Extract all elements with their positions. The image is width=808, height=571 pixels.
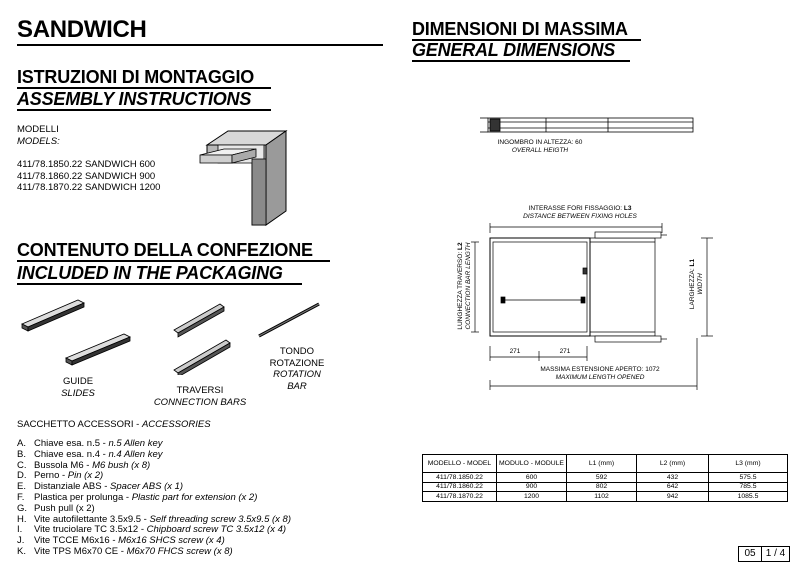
- table-row: 411/78.1860.22 900 802 642 785.5: [423, 482, 788, 492]
- l2-code: L2: [457, 242, 464, 250]
- l3-note: [505, 205, 655, 221]
- cabinet-illustration: [180, 125, 290, 230]
- rotation-bar-illustration: [255, 300, 325, 340]
- dimensions-rule-2: [412, 60, 630, 62]
- height-note-en: OVERALL HEIGTH: [511, 147, 569, 154]
- assembly-heading-en: ASSEMBLY INSTRUCTIONS: [17, 89, 252, 109]
- guide-label-it: GUIDE: [62, 376, 94, 387]
- list-item: H. Vite autofilettante 3.5x9.5 - Self threading screw 3.5x9.5 (x 8): [17, 513, 291, 525]
- list-item: C. Bussola M6 - M6 bush (x 8): [17, 459, 151, 471]
- traversi-label-en: CONNECTION BARS: [153, 396, 247, 408]
- model-item: 411/78.1850.22 SANDWICH 600: [17, 159, 156, 170]
- page-code: 05: [738, 546, 762, 562]
- list-item: B. Chiave esa. n.4 - n.4 Allen key: [17, 448, 163, 460]
- list-item: G. Push pull (x 2): [17, 502, 95, 514]
- models-label-it: MODELLI: [17, 124, 59, 135]
- col-header-l2: L2 (mm): [637, 455, 709, 473]
- list-item: J. Vite TCCE M6x16 - M6x16 SHCS screw (x 4): [17, 535, 225, 547]
- tondo-label-it-1: TONDO: [279, 346, 315, 357]
- packaging-rule-2: [17, 283, 302, 285]
- l3-note-it: INTERASSE FORI FISSAGGIO:: [528, 205, 624, 212]
- models-block: [17, 124, 160, 194]
- l1-code: L1: [689, 258, 696, 267]
- list-item: E. Distanziale ABS - Spacer ABS (x 1): [17, 481, 184, 493]
- accessories-heading: [17, 419, 211, 431]
- dim-271-a: 271: [509, 348, 521, 355]
- dimensions-heading-en: GENERAL DIMENSIONS: [412, 40, 616, 60]
- packaging-heading-en: INCLUDED IN THE PACKAGING: [17, 263, 283, 283]
- l3-note-en: DISTANCE BETWEEN FIXING HOLES: [523, 213, 637, 220]
- list-item: K. Vite TPS M6x70 CE - M6x70 FHCS screw (x 8): [17, 545, 233, 557]
- table-row: 411/78.1850.22 600 592 432 575.5: [423, 473, 788, 483]
- l2-note-en: CONNECTION BAR LENGTH: [465, 242, 472, 330]
- accessories-heading-it: SACCHETTO ACCESSORI -: [17, 419, 142, 430]
- tondo-label-en-2: BAR: [287, 380, 307, 392]
- list-item: A. Chiave esa. n.5 - n.5 Allen key: [17, 438, 163, 449]
- l1-note-en: WIDTH: [697, 273, 704, 295]
- l3-code: L3: [623, 205, 632, 212]
- height-note-it: INGOMBRO IN ALTEZZA: 60: [497, 139, 583, 146]
- connection-bars-illustration: [170, 300, 235, 375]
- list-item: F. Plastica per prolunga - Plastic part for extension (x 2): [17, 491, 258, 503]
- page-title: SANDWICH: [17, 16, 147, 43]
- l1-note-it: LARGHEZZA:: [689, 266, 696, 310]
- extension-note: [500, 366, 700, 382]
- model-item: 411/78.1870.22 SANDWICH 1200: [17, 182, 161, 193]
- accessories-heading-en: ACCESSORIES: [141, 419, 211, 430]
- page-number: 1 / 4: [762, 546, 790, 562]
- guide-label: [52, 376, 104, 399]
- col-header-model: MODELLO - MODEL: [423, 455, 497, 473]
- accessories-list: [17, 439, 291, 558]
- col-header-l3: L3 (mm): [709, 455, 788, 473]
- l1-note: [689, 229, 705, 339]
- dimensions-heading-it: DIMENSIONI DI MASSIMA: [412, 19, 628, 39]
- traversi-label-it: TRAVERSI: [176, 385, 224, 396]
- l2-note-it: LUNGHEZZA TRAVERSO:: [457, 250, 464, 330]
- dim-271-b: 271: [559, 348, 571, 355]
- guide-label-en: SLIDES: [61, 387, 95, 399]
- side-view-drawing: [480, 112, 700, 142]
- packaging-rule-1: [17, 260, 330, 262]
- list-item: I. Vite truciolare TC 3.5x12 - Chipboard screw TC 3.5x12 (x 4): [17, 524, 287, 536]
- top-view-drawing: [455, 220, 725, 390]
- list-item: D. Perno - Pin (x 2): [17, 470, 104, 482]
- extension-note-en: MAXIMUM LENGTH OPENED: [555, 374, 645, 381]
- title-rule: [17, 44, 383, 46]
- packaging-heading-it: CONTENUTO DELLA CONFEZIONE: [17, 240, 313, 260]
- table-row: 411/78.1870.22 1200 1102 942 1085.5: [423, 492, 788, 502]
- tondo-label: [262, 346, 332, 392]
- table-header-row: [423, 455, 788, 473]
- tondo-label-en-1: ROTATION: [273, 369, 321, 380]
- height-note: [470, 139, 610, 155]
- col-header-module: MODULO - MODULE: [497, 455, 567, 473]
- model-item: 411/78.1860.22 SANDWICH 900: [17, 170, 156, 182]
- l2-note: [457, 226, 473, 346]
- slides-illustration: [18, 296, 133, 368]
- traversi-label: [145, 385, 255, 408]
- spec-table: [422, 454, 788, 502]
- tondo-label-it-2: ROTAZIONE: [269, 357, 325, 369]
- extension-note-it: MASSIMA ESTENSIONE APERTO: 1072: [540, 366, 660, 373]
- models-label-en: MODELS:: [17, 135, 60, 147]
- assembly-heading-it: ISTRUZIONI DI MONTAGGIO: [17, 67, 255, 87]
- assembly-rule-2: [17, 109, 271, 111]
- col-header-l1: L1 (mm): [567, 455, 637, 473]
